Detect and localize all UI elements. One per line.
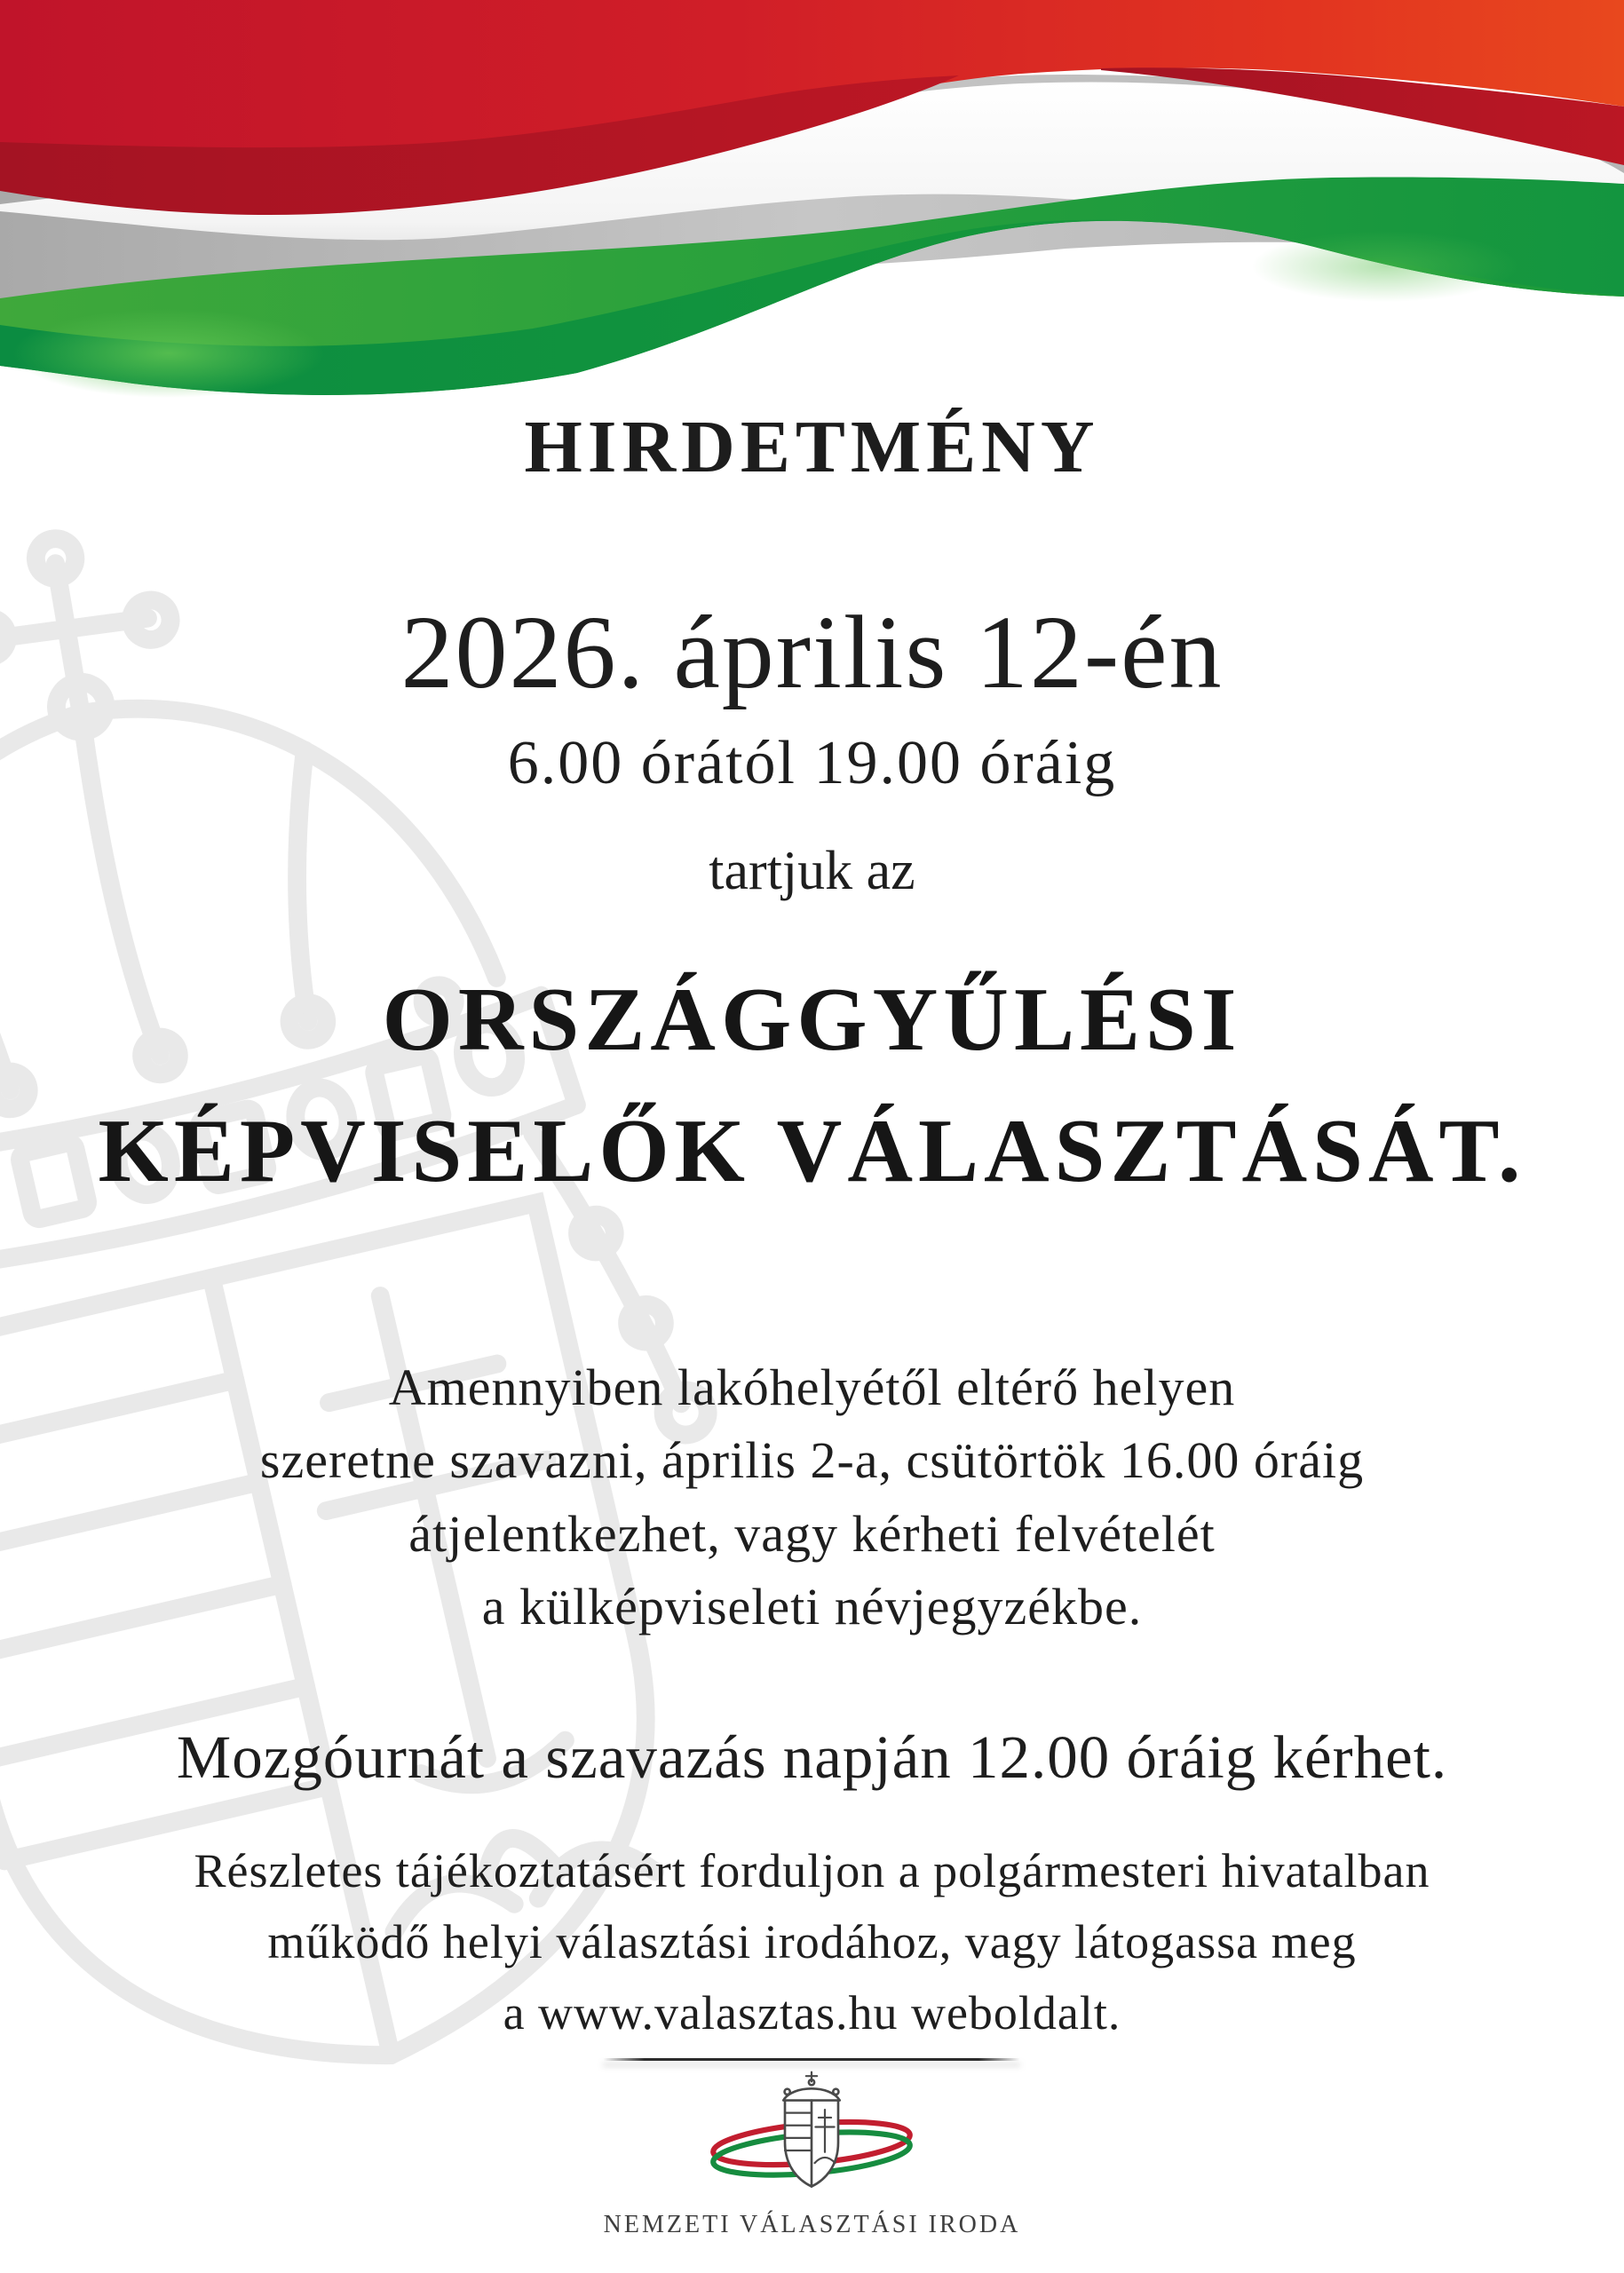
details-line3: a www.valasztas.hu weboldalt. [503, 1985, 1121, 2039]
election-date: 2026. április 12-én [400, 594, 1224, 710]
transfer-info-line2: szeretne szavazni, április 2-a, csütörtök 16.00 óráig [259, 1431, 1365, 1490]
divider-rule [603, 2058, 1020, 2061]
lead-in-text: tartjuk az [709, 841, 915, 901]
transfer-info-line1: Amennyiben lakóhelyétől eltérő helyen [388, 1358, 1236, 1416]
mobile-ballot-line: Mozgóurnát a szavazás napján 12.00 óráig kérhet. [176, 1723, 1448, 1791]
transfer-info-paragraph [0, 1351, 1624, 1643]
nvi-coat-of-arms-logo [678, 2071, 945, 2204]
election-heading-line1: ORSZÁGGYŰLÉSI [382, 970, 1242, 1070]
nvi-crest-icon [783, 2072, 840, 2187]
voting-hours: 6.00 órától 19.00 óráig [507, 729, 1117, 797]
details-line2: működő helyi választási irodához, vagy látogassa meg [267, 1914, 1357, 1968]
election-heading [0, 954, 1624, 1217]
details-line1: Részletes tájékoztatásért forduljon a polgármesteri hivatalban [194, 1844, 1430, 1897]
election-heading-line2: KÉPVISELŐK VÁLASZTÁSÁT. [98, 1100, 1526, 1201]
organization-name: NEMZETI VÁLASZTÁSI IRODA [603, 2211, 1021, 2238]
transfer-info-line3: átjelentkezhet, vagy kérheti felvételét [408, 1504, 1216, 1563]
poster-title: HIRDETMÉNY [524, 406, 1100, 488]
transfer-info-line4: a külképviseleti névjegyzékbe. [481, 1578, 1143, 1636]
details-paragraph [0, 1836, 1624, 2049]
